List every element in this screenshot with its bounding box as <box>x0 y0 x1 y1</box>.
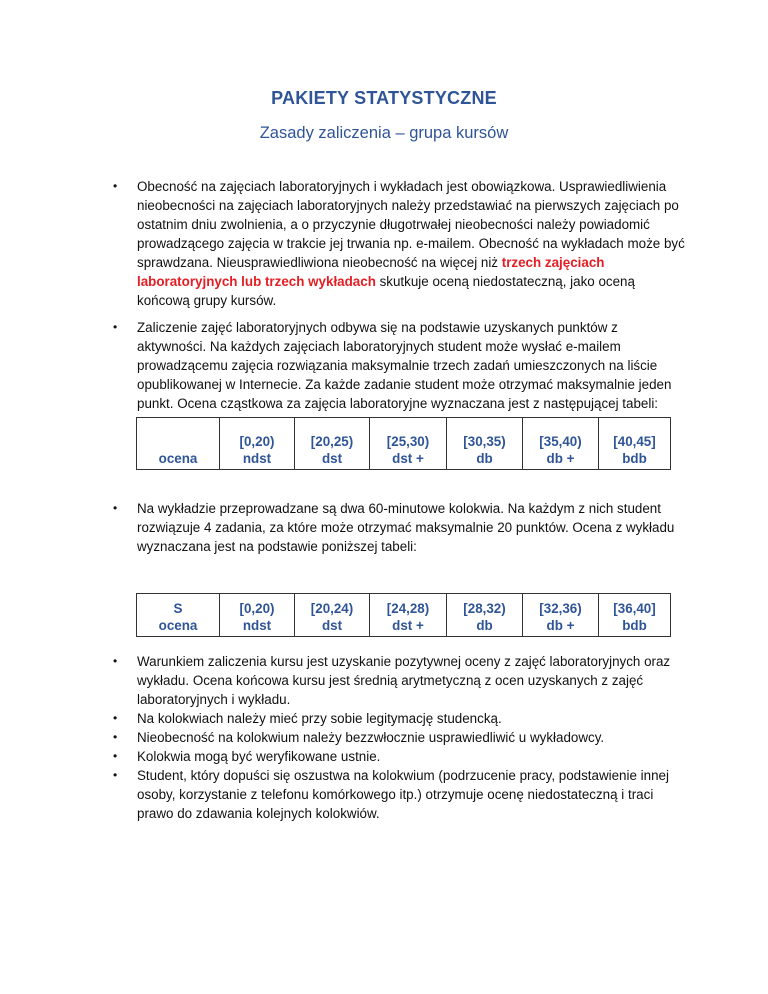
bullet-marker: • <box>113 320 118 334</box>
rule-oral-verification: Kolokwia mogą być weryfikowane ustnie. <box>137 749 381 764</box>
table-row <box>137 418 671 470</box>
range-label: [35,40) <box>539 434 582 449</box>
grade-label: dst <box>321 618 343 633</box>
table-cell <box>220 418 295 470</box>
table-cell <box>370 418 447 470</box>
range-label: [25,30) <box>386 434 430 449</box>
grade-label: bdb <box>622 451 647 466</box>
rule-lecture-grading: Na wykładzie przeprowadzane są dwa 60-minutowe kolokwia. Na każdym z nich student rozwiązuje 4 zadania, za które może otrzymać maksymalnie 20 punktów. Ocena z wykładu wyznaczana jest na podstawie poniższej tabeli: <box>137 501 675 554</box>
bullet-marker: • <box>113 749 118 763</box>
range-label: [20,25) <box>310 434 354 449</box>
table-cell <box>523 418 599 470</box>
bullet-marker: • <box>113 711 118 725</box>
rule-final-grade: Warunkiem zaliczenia kursu jest uzyskanie pozytywnej oceny z zajęć laboratoryjnych oraz wykładu. Ocena końcowa kursu jest średnią arytmetyczną z ocen uzyskanych z zajęć laboratoryjnych i wykładu. <box>137 654 671 707</box>
range-label: [30,35) <box>463 434 506 449</box>
table-cell <box>295 594 370 637</box>
table-cell <box>599 418 671 470</box>
grade-label: db <box>476 451 493 466</box>
table-header-cell <box>137 418 220 470</box>
table-cell <box>447 418 523 470</box>
table-header-bottom: ocena <box>158 618 198 633</box>
bullet-marker: • <box>113 730 118 744</box>
grade-label: db + <box>546 618 575 633</box>
grade-label: ndst <box>242 618 272 633</box>
grade-label: dst <box>321 451 343 466</box>
bullet-marker: • <box>113 501 118 515</box>
lecture-grade-table <box>136 593 671 637</box>
table-cell <box>370 594 447 637</box>
table-cell <box>523 594 599 637</box>
grade-label: db + <box>546 451 575 466</box>
range-label: [20,24) <box>310 601 354 616</box>
rule-cheating: Student, który dopuści się oszustwa na kolokwium (podrzucenie pracy, podstawienie innej osoby, korzystanie z telefonu komórkowego itp.) otrzymuje ocenę niedostateczną i traci prawo do zdawania kolejnych kolokwiów. <box>137 768 669 821</box>
bullet-marker: • <box>113 179 118 193</box>
rule-absence-excuse: Nieobecność na kolokwium należy bezzwłocznie usprawiedliwić u wykładowcy. <box>137 730 605 745</box>
table-cell <box>599 594 671 637</box>
range-label: [0,20) <box>239 434 275 449</box>
grade-label: dst + <box>392 451 424 466</box>
rule-attendance <box>137 177 689 310</box>
range-label: [28,32) <box>463 601 506 616</box>
range-label: [24,28) <box>386 601 430 616</box>
page-subtitle: Zasady zaliczenia – grupa kursów <box>259 124 509 142</box>
grade-label: db <box>476 618 493 633</box>
rule-attendance-highlight: trzech zajęciach laboratoryjnych lub trzech wykładach <box>137 255 605 289</box>
range-label: [0,20) <box>239 601 275 616</box>
range-label: [36,40] <box>613 601 656 616</box>
grade-label: ndst <box>242 451 272 466</box>
table-header-bottom: ocena <box>158 451 198 466</box>
table-row <box>137 594 671 637</box>
rule-lab-grading: Zaliczenie zajęć laboratoryjnych odbywa się na podstawie uzyskanych punktów z aktywności. Na każdych zajęciach laboratoryjnych student może wysłać e-mailem prowadzącemu zajęcia rozwiązania maksymalnie trzech zadań umieszczonych na liście opublikowanej w Internecie. Za każde zadanie student może otrzymać maksymalnie jeden punkt. Ocena cząstkowa za zajęcia laboratoryjne wyznaczana jest z następującej tabeli: <box>137 320 672 411</box>
rule-attendance-text-end: skutkuje oceną niedostateczną, jako oceną końcową grupy kursów. <box>137 274 635 308</box>
table-header-cell <box>137 594 220 637</box>
grade-label: bdb <box>622 618 647 633</box>
bullet-marker: • <box>113 654 118 668</box>
grade-label: dst + <box>392 618 424 633</box>
bullet-marker: • <box>113 768 118 782</box>
range-label: [32,36) <box>539 601 582 616</box>
table-cell <box>295 418 370 470</box>
rule-attendance-text: Obecność na zajęciach laboratoryjnych i wykładach jest obowiązkowa. Usprawiedliwienia nieobecności na zajęciach laboratoryjnych należy przedstawiać na pierwszych zajęciach po ostatnim dniu zwolnienia, a o przyczynie długotrwałej nieobecności należy powiadomić prowadzącego zajęcia w trakcie jej trwania np. e-mailem. Obecność na wykładach może być sprawdzana. Nieusprawiedliwiona nieobecność na więcej niż <box>137 179 685 270</box>
range-label: [40,45] <box>613 434 656 449</box>
table-cell <box>220 594 295 637</box>
table-cell <box>447 594 523 637</box>
table-header-top: S <box>173 601 183 616</box>
page-title: PAKIETY STATYSTYCZNE <box>271 88 497 108</box>
lab-grade-table <box>136 417 671 470</box>
rule-student-id: Na kolokwiach należy mieć przy sobie legitymację studencką. <box>137 711 502 726</box>
